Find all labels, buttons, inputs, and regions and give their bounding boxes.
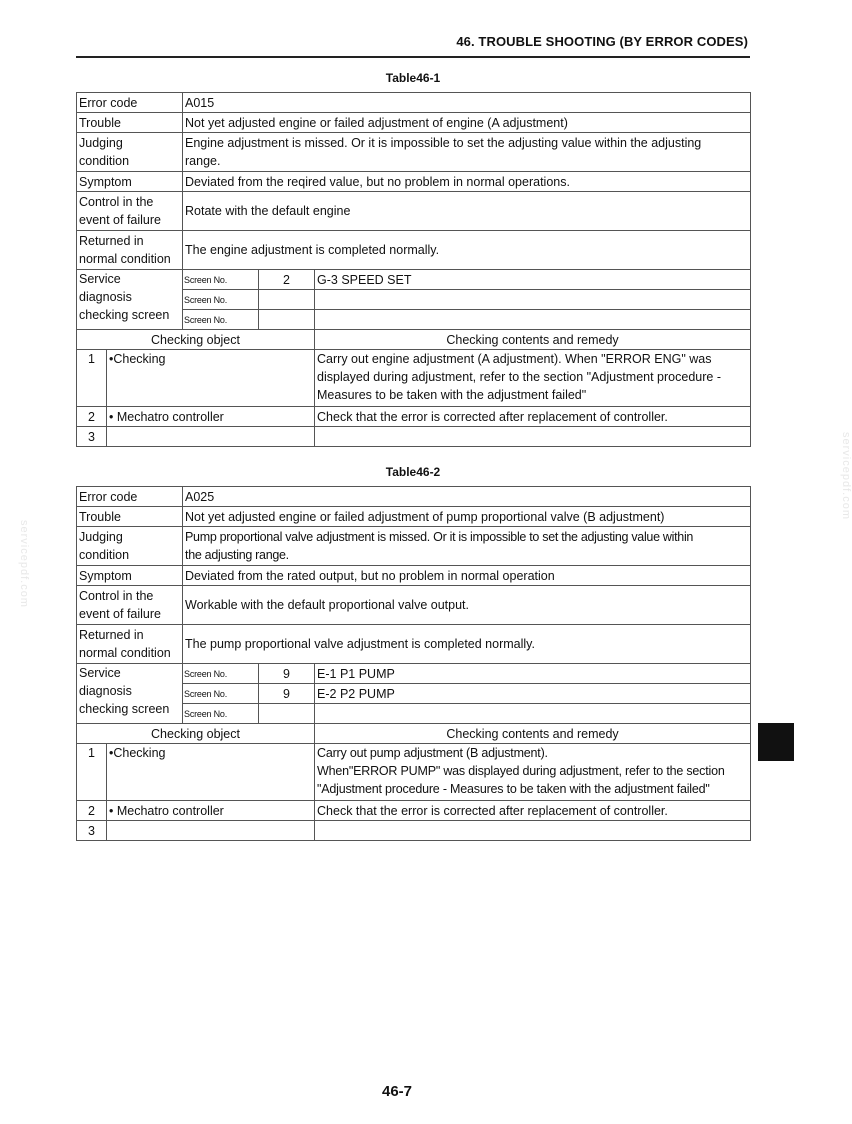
judging-line: the adjusting range. — [185, 548, 289, 562]
check-remedy — [315, 350, 751, 407]
returned-value: The engine adjustment is completed normally. — [183, 231, 751, 270]
table-caption-2: Table46-2 — [385, 465, 441, 479]
screen-number — [259, 290, 315, 310]
control-label-line: event of failure — [79, 607, 161, 621]
row-trouble — [77, 113, 751, 133]
check-remedy: Check that the error is corrected after replacement of controller. — [315, 801, 751, 821]
check-number: 2 — [77, 407, 107, 427]
row-check-2 — [77, 801, 751, 821]
service-label — [77, 664, 183, 724]
check-number: 1 — [77, 744, 107, 801]
error-code-label: Error code — [77, 487, 183, 507]
screen-no-label: Screen No. — [183, 290, 259, 310]
row-error-code — [77, 487, 751, 507]
check-number: 3 — [77, 427, 107, 447]
checking-contents-header: Checking contents and remedy — [315, 330, 751, 350]
screen-no-label: Screen No. — [183, 270, 259, 290]
error-code-label: Error code — [77, 93, 183, 113]
row-judging — [77, 527, 751, 566]
returned-label — [77, 231, 183, 270]
screen-number: 9 — [259, 664, 315, 684]
check-object: • Mechatro controller — [107, 801, 315, 821]
check-remedy — [315, 744, 751, 801]
row-returned — [77, 625, 751, 664]
watermark-left: servicepdf.com — [18, 520, 30, 608]
returned-label-line: normal condition — [79, 646, 171, 660]
row-trouble — [77, 507, 751, 527]
screen-number: 9 — [259, 684, 315, 704]
row-service-1 — [77, 270, 751, 290]
screen-number — [259, 310, 315, 330]
control-value: Rotate with the default engine — [183, 192, 751, 231]
trouble-value: Not yet adjusted engine or failed adjustment of engine (A adjustment) — [183, 113, 751, 133]
judging-label — [77, 527, 183, 566]
error-code-value: A015 — [183, 93, 751, 113]
screen-name: E-2 P2 PUMP — [315, 684, 751, 704]
table-caption-1: Table46-1 — [385, 71, 441, 85]
screen-name — [315, 310, 751, 330]
judging-label-line: condition — [79, 548, 130, 562]
screen-no-label: Screen No. — [183, 310, 259, 330]
returned-label-line: Returned in — [79, 234, 144, 248]
row-check-header — [77, 330, 751, 350]
check-number: 3 — [77, 821, 107, 841]
screen-number — [259, 704, 315, 724]
remedy-line: Measures to be taken with the adjustment failed" — [317, 388, 587, 402]
service-label-line: diagnosis — [79, 684, 132, 698]
control-label-line: Control in the — [79, 195, 154, 209]
control-value: Workable with the default proportional valve output. — [183, 586, 751, 625]
error-code-value: A025 — [183, 487, 751, 507]
row-returned — [77, 231, 751, 270]
control-label — [77, 586, 183, 625]
screen-name — [315, 290, 751, 310]
row-symptom — [77, 566, 751, 586]
remedy-line: displayed during adjustment, refer to the section "Adjustment procedure - — [317, 370, 721, 384]
service-label-line: diagnosis — [79, 290, 132, 304]
error-table-a015 — [76, 92, 751, 447]
remedy-line: Carry out engine adjustment (A adjustment). When "ERROR ENG" was — [317, 352, 712, 366]
check-remedy: Check that the error is corrected after replacement of controller. — [315, 407, 751, 427]
judging-value — [183, 527, 751, 566]
remedy-line: Carry out pump adjustment (B adjustment). — [317, 746, 548, 760]
check-object: •Checking — [107, 350, 315, 407]
trouble-value: Not yet adjusted engine or failed adjustment of pump proportional valve (B adjustment) — [183, 507, 751, 527]
screen-no-label: Screen No. — [183, 704, 259, 724]
trouble-label: Trouble — [77, 113, 183, 133]
screen-no-label: Screen No. — [183, 684, 259, 704]
screen-number: 2 — [259, 270, 315, 290]
judging-line: Pump proportional valve adjustment is missed. Or it is impossible to set the adjusting value within — [185, 530, 694, 544]
section-tab-marker — [758, 723, 794, 761]
screen-name: G-3 SPEED SET — [315, 270, 751, 290]
row-check-header — [77, 724, 751, 744]
checking-object-header: Checking object — [77, 724, 315, 744]
trouble-label: Trouble — [77, 507, 183, 527]
judging-label-line: Judging — [79, 136, 123, 150]
row-service-1 — [77, 664, 751, 684]
check-remedy — [315, 821, 751, 841]
judging-label — [77, 133, 183, 172]
page-number: 46-7 — [381, 1083, 413, 1100]
returned-label — [77, 625, 183, 664]
row-check-1 — [77, 350, 751, 407]
symptom-value: Deviated from the reqired value, but no problem in normal operations. — [183, 172, 751, 192]
error-table-a025 — [76, 486, 751, 841]
service-label-line: Service — [79, 666, 121, 680]
check-object — [107, 427, 315, 447]
judging-line: range. — [185, 154, 221, 168]
service-label-line: checking screen — [79, 308, 170, 322]
check-number: 2 — [77, 801, 107, 821]
symptom-value: Deviated from the rated output, but no problem in normal operation — [183, 566, 751, 586]
check-remedy — [315, 427, 751, 447]
service-label-line: checking screen — [79, 702, 170, 716]
symptom-label: Symptom — [77, 566, 183, 586]
row-control — [77, 192, 751, 231]
row-check-3 — [77, 427, 751, 447]
check-object — [107, 821, 315, 841]
symptom-label: Symptom — [77, 172, 183, 192]
judging-value — [183, 133, 751, 172]
returned-label-line: Returned in — [79, 628, 144, 642]
check-number: 1 — [77, 350, 107, 407]
control-label-line: event of failure — [79, 213, 161, 227]
control-label — [77, 192, 183, 231]
row-check-1 — [77, 744, 751, 801]
screen-name: E-1 P1 PUMP — [315, 664, 751, 684]
header-rule — [76, 56, 750, 58]
row-check-3 — [77, 821, 751, 841]
screen-name — [315, 704, 751, 724]
section-header: 46. TROUBLE SHOOTING (BY ERROR CODES) — [456, 34, 748, 49]
judging-label-line: condition — [79, 154, 130, 168]
service-label-line: Service — [79, 272, 121, 286]
judging-line: Engine adjustment is missed. Or it is impossible to set the adjusting value within the adjusting — [185, 136, 702, 150]
service-label — [77, 270, 183, 330]
row-control — [77, 586, 751, 625]
row-check-2 — [77, 407, 751, 427]
remedy-line: "Adjustment procedure - Measures to be taken with the adjustment failed" — [317, 782, 710, 796]
check-object: • Mechatro controller — [107, 407, 315, 427]
row-symptom — [77, 172, 751, 192]
control-label-line: Control in the — [79, 589, 154, 603]
returned-value: The pump proportional valve adjustment is completed normally. — [183, 625, 751, 664]
check-object: •Checking — [107, 744, 315, 801]
screen-no-label: Screen No. — [183, 664, 259, 684]
remedy-line: When"ERROR PUMP" was displayed during adjustment, refer to the section — [317, 764, 725, 778]
returned-label-line: normal condition — [79, 252, 171, 266]
judging-label-line: Judging — [79, 530, 123, 544]
checking-object-header: Checking object — [77, 330, 315, 350]
row-judging — [77, 133, 751, 172]
watermark-right: servicepdf.com — [840, 432, 852, 520]
checking-contents-header: Checking contents and remedy — [315, 724, 751, 744]
row-error-code — [77, 93, 751, 113]
